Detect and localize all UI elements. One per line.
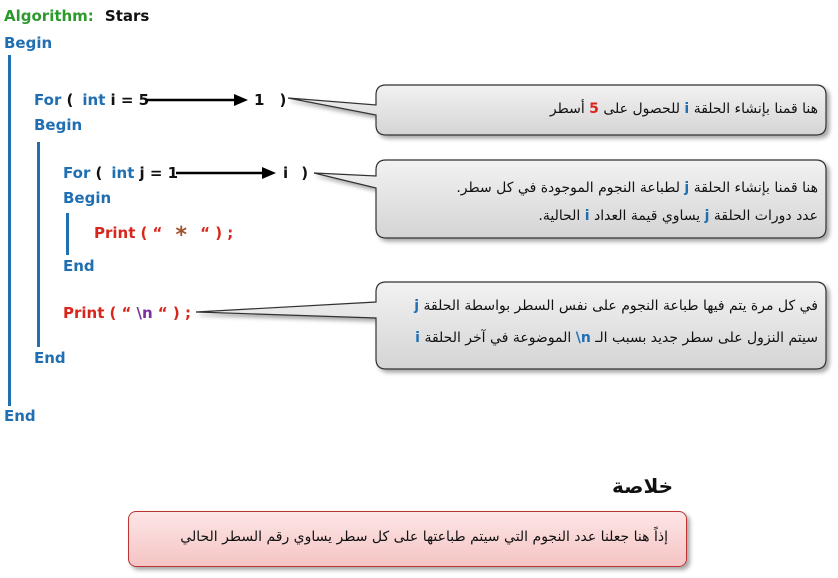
inner-begin: Begin — [63, 189, 112, 207]
algorithm-label: Algorithm: — [4, 7, 94, 25]
inner-for-target: i ) — [283, 164, 309, 182]
main-end: End — [4, 407, 36, 425]
summary-text: إذاً هنا جعلنا عدد النجوم التي سيتم طباعتها على كل سطر يساوي رقم السطر الحالي — [180, 529, 668, 545]
type-keyword: int — [111, 164, 135, 182]
print-newline-line: Print ( “ \n “ ) ; — [63, 304, 191, 322]
outer-begin: Begin — [34, 116, 83, 134]
summary-title: خلاصة — [612, 474, 674, 498]
callout-1-text: هنا قمنا بإنشاء الحلقة i للحصول على 5 أسطر — [549, 101, 818, 117]
main-begin: Begin — [4, 34, 53, 52]
callout-2-line-2: عدد دورات الحلقة j يساوي قيمة العداد i الحالية. — [538, 208, 818, 224]
inner-end: End — [63, 257, 95, 275]
newline-escape: \n — [136, 304, 153, 322]
algorithm-name: Stars — [104, 7, 150, 25]
summary-box — [128, 511, 687, 567]
star-char: * — [175, 223, 188, 248]
outer-for-target: 1 ) — [254, 91, 287, 109]
callout-2-shape — [314, 160, 826, 238]
paren-open: ( — [66, 91, 74, 109]
callout-2-line-1: هنا قمنا بإنشاء الحلقة j لطباعة النجوم الموجودة في كل سطر. — [456, 180, 818, 196]
loop-init: j = 1 — [139, 164, 179, 182]
loop-init: i = 5 — [110, 91, 150, 109]
callout-3-line-1: في كل مرة يتم فيها طباعة النجوم على نفس السطر بواسطة الحلقة j — [414, 298, 818, 314]
callout-3-line-2: سيتم النزول على سطر جديد بسبب الـ \n الموضوعة في آخر الحلقة i — [415, 330, 818, 346]
callout-3-shape — [196, 282, 826, 369]
outer-end: End — [34, 349, 66, 367]
type-keyword: int — [82, 91, 106, 109]
print-keyword: Print — [94, 224, 136, 242]
print-keyword: Print — [63, 304, 105, 322]
paren-open: ( — [95, 164, 103, 182]
for-keyword: For — [63, 164, 91, 182]
for-keyword: For — [34, 91, 62, 109]
print-star-line: Print ( “ * “ ) ; — [94, 223, 234, 248]
